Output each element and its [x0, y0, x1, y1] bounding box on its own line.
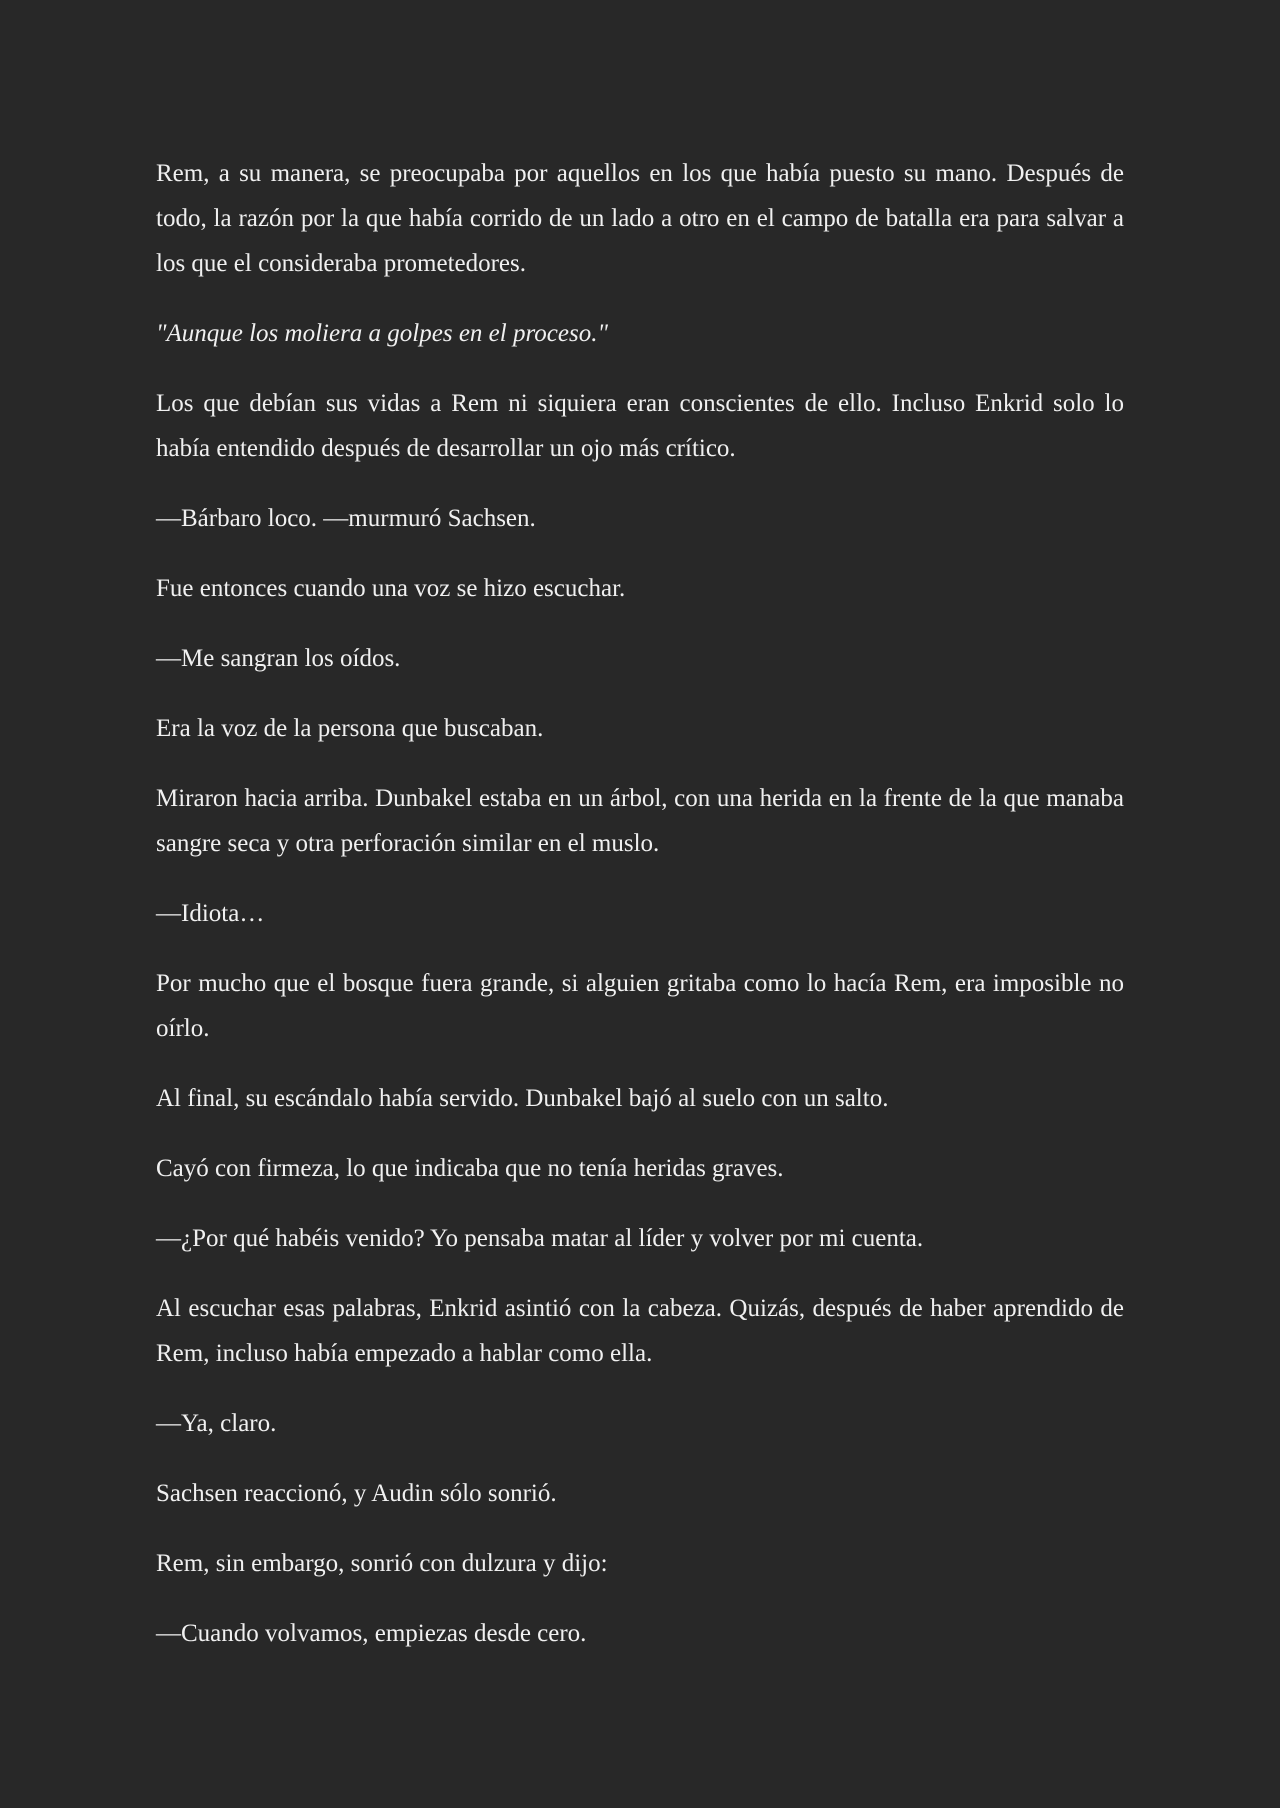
paragraph: Los que debían sus vidas a Rem ni siquiera eran conscientes de ello. Incluso Enkrid solo lo había entendido después de desarrollar un ojo más crítico. — [156, 390, 1124, 462]
paragraph: Fue entonces cuando una voz se hizo escuchar. — [156, 575, 626, 602]
paragraph: —Ya, claro. — [156, 1410, 277, 1437]
paragraph: Era la voz de la persona que buscaban. — [156, 715, 544, 742]
paragraph: —Cuando volvamos, empiezas desde cero. — [156, 1620, 587, 1647]
paragraph-italic-quote: "Aunque los moliera a golpes en el proceso." — [156, 320, 608, 347]
paragraph: Por mucho que el bosque fuera grande, si alguien gritaba como lo hacía Rem, era imposible no oírlo. — [156, 970, 1124, 1042]
paragraph: Rem, sin embargo, sonrió con dulzura y dijo: — [156, 1550, 608, 1577]
paragraph: —¿Por qué habéis venido? Yo pensaba matar al líder y volver por mi cuenta. — [156, 1225, 924, 1252]
paragraph: Rem, a su manera, se preocupaba por aquellos en los que había puesto su mano. Después de todo, la razón por la que había corrido de un lado a otro en el campo de batalla era para salvar a los que el consideraba prometedores. — [156, 160, 1124, 277]
text-body — [156, 151, 1124, 1656]
paragraph: —Idiota… — [156, 900, 265, 927]
paragraph: Sachsen reaccionó, y Audin sólo sonrió. — [156, 1480, 557, 1507]
paragraph: Cayó con firmeza, lo que indicaba que no tenía heridas graves. — [156, 1155, 784, 1182]
paragraph: —Me sangran los oídos. — [156, 645, 401, 672]
paragraph: Al escuchar esas palabras, Enkrid asintió con la cabeza. Quizás, después de haber aprendido de Rem, incluso había empezado a hablar como ella. — [156, 1295, 1124, 1367]
paragraph: Al final, su escándalo había servido. Dunbakel bajó al suelo con un salto. — [156, 1085, 889, 1112]
paragraph: Miraron hacia arriba. Dunbakel estaba en un árbol, con una herida en la frente de la que manaba sangre seca y otra perforación similar en el muslo. — [156, 785, 1124, 857]
paragraph: —Bárbaro loco. —murmuró Sachsen. — [156, 505, 536, 532]
